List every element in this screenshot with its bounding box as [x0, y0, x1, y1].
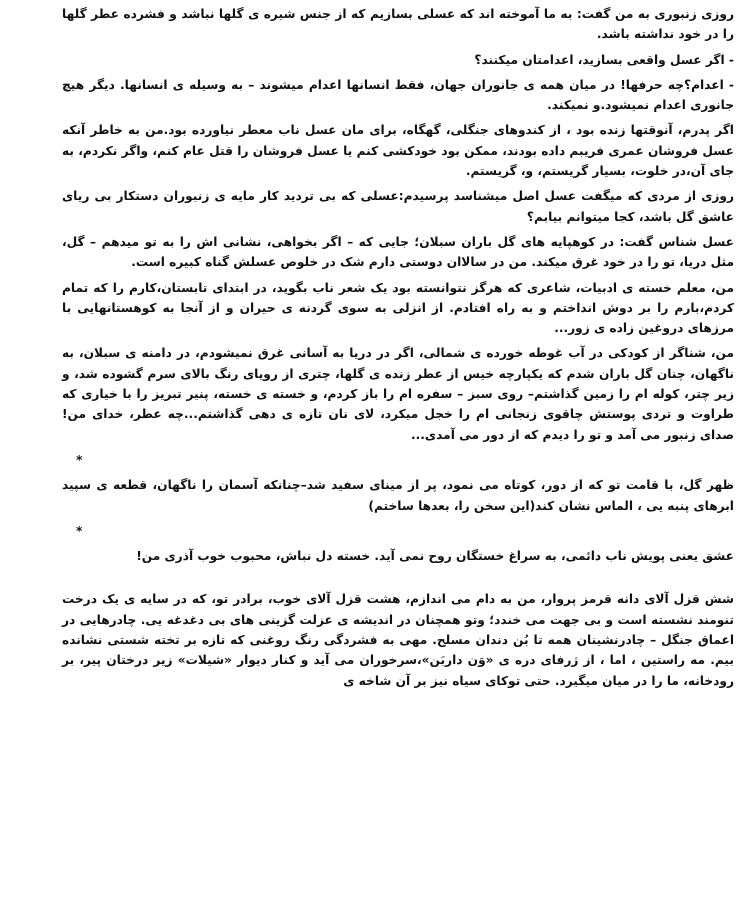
section-separator: *: [76, 523, 83, 538]
section-separator: *: [76, 452, 83, 467]
paragraph-love: عشق یعنی پویش ناب دائمی، به سراغ خستگان روح نمی آید. خسته دل نباش، محبوب خوب آذری من!: [136, 549, 734, 564]
paragraph-noon-flower: ظهر گل، با قامت تو که از دور، کوتاه می نمود، پر از مینای سفید شد–چنانکه آسمان را ناگهان، قطعه ی سپید ابرهای پنبه یی ، الماس نشان کند(این سخن را، بعدها ساختم): [62, 478, 734, 513]
document-body: [62, 4, 734, 691]
paragraph-question: - اگر عسل واقعی بسازید، اعدامتان میکنند؟: [474, 52, 734, 67]
paragraph-bee-intro: روزی زنبوری به من گفت: به ما آموخته اند که عسلی بسازیم که از جنس شیره ی گلها نباشد و فشرده عطر گلها را در خود نداشته باشد.: [62, 7, 734, 42]
paragraph-teacher: من، معلم خسته ی ادبیات، شاعری که هرگز نتوانسته بود یک شعر ناب بگوید، در ابتدای تابستان،کارم را که تمام کردم،بارم را بر دوش انداختم و به راه افتادم. از انزلی به سوی گردنه ی حیران و از آنجا به کوهستانهایی با مرزهای دروغین زاده ی زور...: [62, 280, 734, 336]
blank-gap: [62, 571, 734, 589]
paragraph-execution: - اعدام؟چه حرفها! در میان همه ی جانوران جهان، فقط انسانها اعدام میشوند – به وسیله ی انسانها. دیگر هیچ جانوری اعدام نمیشود.و نمیکند.: [62, 77, 734, 113]
paragraph-trout: شش قزل آلای دانه قرمز پروار، من به دام می اندازم، هشت قزل آلای خوب، برادر تو، که در سایه ی یک درخت تنومند نشسته است و بی جهت می خندد؛ وتو همچنان در اندیشه ی عزلت گزینی های بی دغدغه یی. چادرهایی در اعماق جنگل – چادرنشینان همه تا بُن دندان مسلح. مهی به فشردگی رنگ روغنی که تازه بر تخته شستی نشانده بیم. مه راستین ، اما ، از ژرفای دره ی «وَن داربَن»،سرخوران می آید و کنار دیوار «شیلات» زیر درختان پیر، بر رودخانه، ما را در میان میگیرد. حتی توکای سیاه نیز بر آن شاخه ی: [62, 592, 734, 688]
paragraph-father: اگر پدرم، آنوقتها زنده بود ، از کندوهای جنگلی، گهگاه، برای مان عسل ناب معطر نیاورده بود.من به خاطر آنکه عسل فروشان عمری فریبم داده بودند، ممکن بود خودکشی کنم یا عسل فروشان را قتل عام کنم، واگر نکردم، به جای آن،در خلوت، بسیار گریستم، و، گریستم.: [62, 123, 734, 179]
paragraph-honey-expert: عسل شناس گفت: در کوهپایه های گل باران سبلان؛ جایی که – اگر بخواهی، نشانی اش را به تو میدهم – گل، مثل دریا، تو را در خود غرق میکند. من در سالاان دوستی دارم شک در خلوص عسلش گناه کبیره است.: [62, 234, 734, 270]
paragraph-swimmer: من، شناگر از کودکی در آب غوطه خورده ی شمالی، اگر در دریا به آسانی غرق نمیشودم، در دامنه ی سبلان، به ناگهان، چنان گل باران شدم که یکپارچه خیس از عطر زنده ی گلها، چتری از رویای رنگ بالای سرم گشوده شد، و زیر چتر، کوله ام را زمین گذاشتم– روی سبز – سفره ام را باز کردم، و خسته ی خسته، پنیر تبریز را با خیاری که طراوت و تردی پوستش چاقوی زنجانی ام را خجل میکرد، لای نان تازه ی دهی گذاشتم...چه عطر، خدای من! صدای زنبور می آمد و تو را دیدم که از دور می آمدی...: [62, 346, 734, 442]
paragraph-honey-question: روزی از مردی که میگفت عسل اصل میشناسد پرسیدم:عسلی که بی تردید کار مایه ی زنبوران دستکار بی ریای عاشق گل باشد، کجا میتوانم بیابم؟: [62, 189, 734, 224]
